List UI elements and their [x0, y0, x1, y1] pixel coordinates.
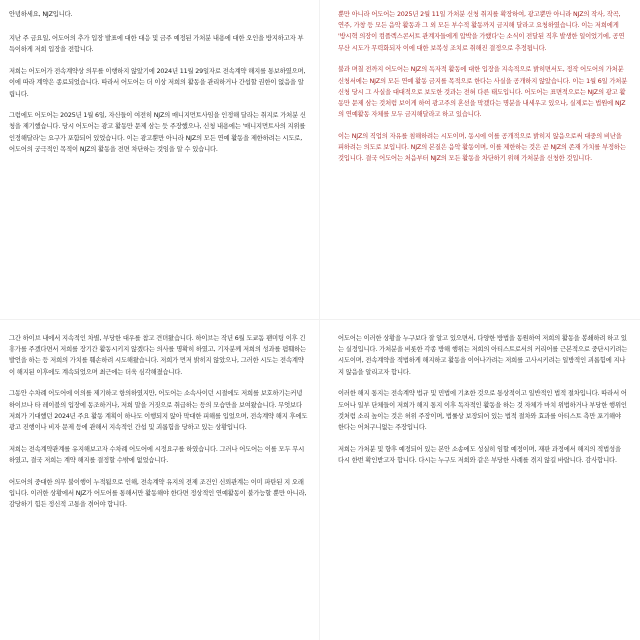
paragraph: 저희는 전속계약관계를 유지해보고자 수차례 어도어에 시정요구를 하였습니다. 그러나 어도어는 이를 모두 무시하였고, 결국 저희는 계약 해지를 결정할 수밖에 없었습니다.: [9, 445, 305, 464]
paragraph: 지난 주 금요일, 어도어의 추가 입장 발표에 대한 대응 및 금주 예정된 가처분 내용에 대한 오인을 방지하고자 부득이하게 저희 입장을 전합니다.: [9, 35, 304, 54]
paragraph: 불과 며칠 전까지 어도어는 NJZ의 독자적 활동에 대한 입장을 지속적으로 밝히면서도, 정작 어도어의 가처분 신청서에는 NJZ의 모든 연예 활동 금지를 목적으로 한다는 사실을 공개하지 않았습니다. 이는 1월 6일 가처분 신청 당시 그 사실을 대대적으로 보도한 것과는 전혀 다른 태도입니다. 어도어는 표면적으로는 NJZ의 광고 활동만 문제 삼는 것처럼 보이게 하여 광고주의 혼선을 막겠다는 명분을 내세우고 있으나, 실제로는 법원에 NJZ의 연예활동 자체를 모두 금지해달라고 하고 있습니다.: [338, 66, 628, 119]
statement-panel-1: [0, 0, 320, 320]
paragraph: 어도어는 이러한 상황을 누구보다 잘 알고 있으면서, 다양한 방법을 동원하여 저희의 활동을 봉쇄하려 하고 있는 실정입니다. 가처분을 비롯한 각종 방해 행위는 저희의 아티스트로서의 커리어를 근본적으로 중단시키려는 시도이며, 전속계약을 적법하게 해지하고 활동을 이어나가려는 저희를 고사시키려는 일방적인 괴롭힘에 지나지 않음을 알리고자 합니다.: [338, 335, 628, 376]
paragraph-closing: 저희는 가처분 및 향후 예정되어 있는 본안 소송에도 성실히 임할 예정이며, 재판 과정에서 해지의 적법성을 다시 한번 확인받고자 합니다. 다시는 누구도 저희와 같은 부당한 사례를 겪지 않길 바랍니다. 감사합니다.: [338, 445, 621, 464]
statement-panel-2: [320, 0, 640, 320]
statement-panel-3: [0, 320, 320, 640]
paragraph: 그동안 수차례 어도어에 이의를 제기하고 항의하였지만, 어도어는 소속사이던 시절에도 저희를 보호하기는커녕 하이브나 타 레이블의 입장에 동조하거나, 저희 말을 거짓으로 취급하는 등의 모습만을 보여왔습니다. 무엇보다 저희가 기대했던 2024년 주요 활동 계획이 하나도 이행되지 않아 막대한 피해를 입었으며, 전속계약 해지 후에도 광고 진행이나 비자 문제 등에 관해서 지속적인 간섭 및 괴롭힘을 당하고 있는 상황입니다.: [9, 390, 308, 431]
paragraph: 이는 NJZ의 직업의 자유를 침해하려는 시도이며, 동시에 이를 공개적으로 밝히지 않음으로써 대중의 비난을 피하려는 의도로 보입니다. NJZ의 본질은 음악 활동이며, 이를 제한하는 것은 곧 NJZ의 존재 가치를 부정하는 것입니다. 결국 어도어는 처음부터 NJZ의 모든 활동을 차단하기 위해 가처분을 신청한 것입니다.: [338, 132, 626, 163]
paragraph: 그간 하이브 내에서 지속적인 차별, 부당한 대우를 참고 견뎌왔습니다. 하이브는 작년 6월 도쿄돔 팬미팅 이후 긴 휴가를 주겠다면서 저희를 장기간 활동시키지 않겠다는 의사를 명확히 하였고, 기자분께 저희의 성과를 폄훼하는 발언을 하는 등 저희의 가치를 훼손하려 시도해왔습니다. 저희가 먼저 밝히지 않았으나, 그러한 시도는 전속계약이 해지된 이후에도 계속되었으며 최근에는 더욱 심각해졌습니다.: [9, 335, 306, 376]
paragraph: 그럼에도 어도어는 2025년 1월 6일, 자신들이 여전히 NJZ의 매니지먼트사임을 인정해 달라는 취지로 가처분 신청을 제기했습니다. 당시 어도어는 광고 활동만 문제 삼는 듯 주장했으나, 신청 내용에는 '매니지먼트사의 지위를 인정해달라'는 요구가 포함되어 있었습니다. 이는 광고뿐만 아니라 NJZ의 모든 연예 활동을 제한하려는 시도로, 어도어의 궁극적인 목적이 NJZ의 활동을 전면 차단하는 것임을 알 수 있습니다.: [9, 112, 306, 153]
paragraph: 어도어의 중대한 의무 불이행이 누적됨으로 인해, 전속계약 유지의 전제 조건인 신뢰관계는 이미 파탄된 지 오래입니다. 이러한 상황에서 NJZ가 어도어를 통해서만 활동해야 한다면 정상적인 연예활동이 불가능할 뿐만 아니라, 감당하기 힘든 정신적 고통을 겪어야 합니다.: [9, 478, 307, 508]
paragraph: 저희는 어도어가 전속계약상 의무를 이행하지 않았기에 2024년 11월 29일자로 전속계약 해지를 통보하였으며, 이에 따라 계약은 종료되었습니다. 따라서 어도어는 더 이상 저희의 활동을 관리하거나 간섭할 권한이 없음을 알립니다.: [9, 68, 306, 98]
paragraph: 이러한 해지 통지는 전속계약 법규 및 민법에 기초한 것으로 통상적이고 일반적인 법적 절차입니다. 따라서 어도어나 일부 단체들이 저희가 해지 통지 이후 독자적인 활동을 하는 것 자체가 마치 위법하거나 부당한 행위인 것처럼 소리 높이는 것은 허위 주장이며, 법률상 보장되어 있는 법적 절차와 효과를 아티스트 측만 포기해야 한다는 어처구니없는 주장입니다.: [338, 390, 627, 431]
paragraph-greeting: 안녕하세요, NJZ입니다.: [9, 11, 73, 18]
paragraph: 뿐만 아니라 어도어는 2025년 2월 11일 가처분 신청 취지를 확장하여, 광고뿐만 아니라 NJZ의 작사, 작곡, 연주, 가창 등 모든 음악 활동과 그 외 모든 부수적 활동까지 금지해 달라고 요청하였습니다. 이는 저희에게 '방시혁 의장이 컴플렉스콘서트 관계자들에게 압박을 가했다'는 소식이 전달된 직후 발생한 일이었기에, 공연 무산 시도가 무력화되자 이에 대한 보복성 조치로 취해진 결정으로 추정됩니다.: [338, 11, 625, 52]
statement-panel-4: [320, 320, 640, 640]
